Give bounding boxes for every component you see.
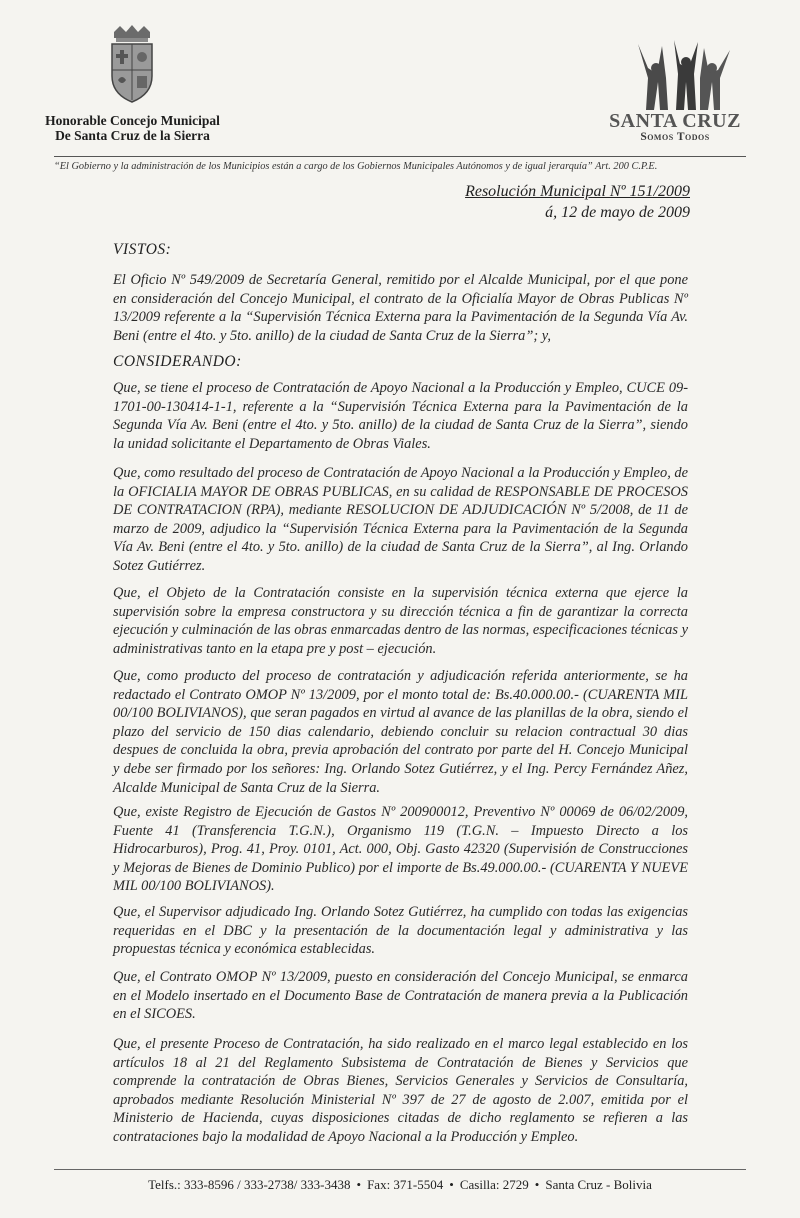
footer-separator: • [449,1177,454,1192]
footer-fax: Fax: 371-5504 [367,1177,444,1192]
vistos-heading: VISTOS: [113,241,172,258]
council-name [40,113,225,143]
logo-tagline: Somos Todos [640,131,710,143]
considerando-paragraph-1: Que, se tiene el proceso de Contratación de Apoyo Nacional a la Producción y Empleo, CUCE 09-1701-00-130414-1-1, referente a la “Supervisión Técnica Externa para la Pavimentación de la Segunda Vía Av. Beni (entre el 4to. y 5to. anillo) de la ciudad de Santa Cruz de la Sierra”, siendo la unidad solicitante el Departamento de Obras Viales. [113,380,688,452]
footer-separator: • [356,1177,362,1192]
considerando-paragraph-8: Que, el presente Proceso de Contratación, ha sido realizado en el marco legal establecido en los artículos 18 al 21 del Reglamento Subsistema de Contratación de Bienes y Servicios que comprende la contratación de Obras Bienes, Servicios Generales y Servicios de Consultaría, aprobados mediante Resolución Ministerial Nº 397 de 27 de agosto de 2.007, emitida por el Ministerio de Hacienda, cuyas disposiciones citadas de dicho reglamento se refieren a las contrataciones bajo la modalidad de Apoyo Nacional a la Producción y Empleo. [113,1036,688,1145]
council-name-line2: De Santa Cruz de la Sierra [55,128,210,143]
considerando-paragraph-7: Que, el Contrato OMOP Nº 13/2009, puesto en consideración del Concejo Municipal, se enmarca en el Modelo insertado en el Documento Base de Contratación de manera previa a la Publicación en el SICOES. [113,969,688,1023]
footer-divider [54,1169,746,1170]
considerando-paragraph-3: Que, el Objeto de la Contratación consiste en la supervisión técnica externa que ejerce la supervisión sobre la empresa constructora y su dirección técnica a fin de garantizar la correcta ejecución y culminación de las obras enmarcadas dentro de las normas, especificaciones técnicas y administrativas tanto en la etapa pre y post – ejecución. [113,585,688,657]
logo-name: SANTA CRUZ [609,110,741,132]
considerando-paragraph-4: Que, como producto del proceso de contratación y adjudicación referida anteriormente, se ha redactado el Contrato OMOP Nº 13/2009, por el monto total de: Bs.40.000.00.- (CUARENTA MIL 00/100 BOLIVIANOS), que seran pagados en virtud al avance de las planillas de la obra, siendo el plazo del servicio de 150 dias calendario, debiendo concluir su relacion contractual 30 dias despues de concluida la obra, previa aprobación del contrato por parte del H. Concejo Municipal y debe ser firmado por los señores: Ing. Orlando Sotez Gutiérrez, y el Ing. Percy Fernández Añez, Alcalde Municipal de Santa Cruz de la Sierra. [113,668,688,796]
considerando-heading: CONSIDERANDO: [113,353,242,370]
footer-city: Santa Cruz - Bolivia [545,1177,652,1192]
council-name-line1: Honorable Concejo Municipal [45,113,220,128]
header-divider [54,156,746,157]
vistos-paragraph: El Oficio Nº 549/2009 de Secretaría General, remitido por el Alcalde Municipal, por el que pone en consideración del Concejo Municipal, el contrato de la Oficialía Mayor de Obras Publicas Nº 13/2009 referente a la “Supervisión Técnica Externa para la Pavimentación de la Segunda Vía Av. Beni (entre el 4to. y 5to. anillo) de la ciudad de Santa Cruz de la Sierra”; y, [113,272,688,344]
considerando-paragraph-5: Que, existe Registro de Ejecución de Gastos Nº 200900012, Preventivo Nº 00069 de 06/02/2009, Fuente 41 (Transferencia T.G.N.), Organismo 119 (T.G.N. – Impuesto Directo a los Hidrocarburos), Prog. 41, Proy. 0101, Act. 000, Obj. Gasto 42320 (Supervisión de Construcciones y Mejoras de Bienes de Dominio Publico) por el importe de Bs.49.000.00.- (CUARENTA Y NUEVE MIL 00/100 BOLIVIANOS). [113,804,688,895]
resolution-date: á, 12 de mayo de 2009 [545,204,690,221]
constitution-quote: “El Gobierno y la administración de los Municipios están a cargo de los Gobiernos Municipales Autónomos y de igual jerarquía” Art. 200 C.P.E. [54,161,658,172]
considerando-paragraph-2: Que, como resultado del proceso de Contratación de Apoyo Nacional a la Producción y Empleo, de la OFICIALIA MAYOR DE OBRAS PUBLICAS, en su calidad de RESPONSABLE DE PROCESOS DE CONTRATACION (RPA), mediante RESOLUCION DE ADJUDICACIÓN Nº 5/2008, de 11 de marzo de 2009, adjudico la “Supervisión Técnica Externa para la Pavimentación de la Segunda Vía Av. Beni (entre el 4to. y 5to. anillo) de la ciudad de Santa Cruz de la Sierra”, al Ing. Orlando Sotez Gutiérrez. [113,465,688,574]
municipal-crest-icon [106,24,158,106]
resolution-title: Resolución Municipal Nº 151/2009 [465,183,690,200]
footer-contact [0,1177,800,1193]
considerando-paragraph-6: Que, el Supervisor adjudicado Ing. Orlando Sotez Gutiérrez, ha cumplido con todas las exigencias requeridas en el DBC y la presentación de la documentación legal y administrativa y las propuestas técnica y económica establecidas. [113,904,688,958]
footer-phones: Telfs.: 333-8596 / 333-2738/ 333-3438 [148,1177,351,1192]
footer-casilla: Casilla: 2729 [459,1177,529,1192]
footer-separator: • [534,1177,540,1192]
